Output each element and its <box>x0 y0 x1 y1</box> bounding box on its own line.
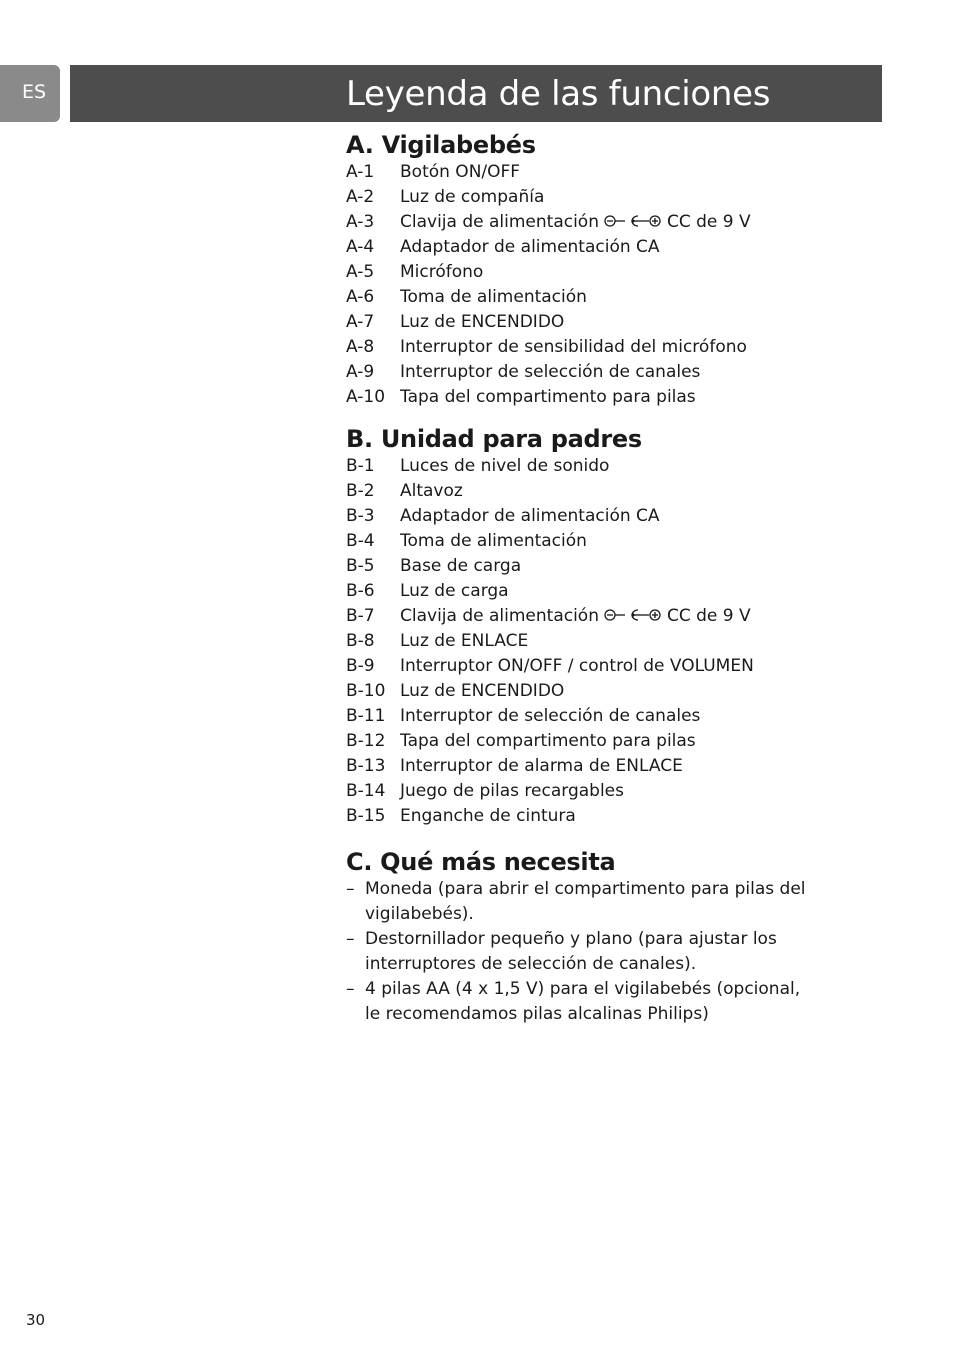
item-label-suffix: CC de 9 V <box>666 606 751 626</box>
item-label-text: Clavija de alimentación <box>400 606 599 626</box>
item-label <box>400 479 463 504</box>
item-label-text: Luz de ENLACE <box>400 631 529 651</box>
item-label-text: Interruptor de sensibilidad del micrófono <box>400 337 747 357</box>
item-code: A-9 <box>346 362 375 382</box>
list-item <box>346 877 816 927</box>
item-code: A-6 <box>346 287 375 307</box>
list-item <box>346 385 816 410</box>
item-text: 4 pilas AA (4 x 1,5 V) para el vigilabebés (opcional, le recomendamos pilas alcalinas Philips) <box>365 979 801 1024</box>
list-item <box>346 210 816 235</box>
list-item <box>346 729 816 754</box>
item-label-text: Luz de compañía <box>400 187 545 207</box>
item-label <box>400 729 696 754</box>
item-code: A-2 <box>346 187 375 207</box>
item-label-text: Interruptor de selección de canales <box>400 706 701 726</box>
item-label-text: Interruptor de alarma de ENLACE <box>400 756 683 776</box>
item-label-suffix: CC de 9 V <box>666 212 751 232</box>
item-label <box>400 754 683 779</box>
language-tab: ES <box>0 65 60 122</box>
item-label-text: Luces de nivel de sonido <box>400 456 610 476</box>
item-text: Destornillador pequeño y plano (para ajustar los interruptores de selección de canales). <box>365 929 777 974</box>
list-item <box>346 360 816 385</box>
list-item <box>346 529 816 554</box>
list-item <box>346 335 816 360</box>
item-label <box>400 335 747 360</box>
item-label <box>400 185 544 210</box>
item-label-text: Luz de carga <box>400 581 509 601</box>
item-code: B-9 <box>346 656 375 676</box>
item-code: B-15 <box>346 806 386 826</box>
item-label <box>400 654 754 679</box>
list-item <box>346 310 816 335</box>
item-label <box>400 779 624 804</box>
list-item <box>346 927 816 977</box>
item-label-text: Adaptador de alimentación CA <box>400 506 660 526</box>
item-code: A-1 <box>346 162 375 182</box>
page-title: Leyenda de las funciones <box>346 74 771 114</box>
item-code: B-7 <box>346 606 375 626</box>
item-label <box>400 454 609 479</box>
item-code: B-5 <box>346 556 375 576</box>
list-item <box>346 704 816 729</box>
item-label <box>400 704 700 729</box>
item-label <box>400 210 751 235</box>
content <box>346 130 816 1027</box>
item-code: A-8 <box>346 337 375 357</box>
list-item <box>346 654 816 679</box>
section-c-heading: C. Qué más necesita <box>346 848 616 876</box>
item-code: A-7 <box>346 312 375 332</box>
item-label <box>400 679 564 704</box>
page-number: 30 <box>26 1311 46 1329</box>
list-item <box>346 185 816 210</box>
item-code: A-10 <box>346 387 386 407</box>
item-label <box>400 160 520 185</box>
item-label <box>400 360 700 385</box>
dash-bullet: – <box>346 879 355 899</box>
item-label <box>400 804 576 829</box>
item-label <box>400 310 564 335</box>
section-a-heading: A. Vigilabebés <box>346 131 536 159</box>
item-text: Moneda (para abrir el compartimento para pilas del vigilabebés). <box>365 879 806 924</box>
item-label-text: Luz de ENCENDIDO <box>400 312 565 332</box>
dash-bullet: – <box>346 929 355 949</box>
list-item <box>346 479 816 504</box>
list-item <box>346 554 816 579</box>
dc-polarity-icon <box>603 606 663 624</box>
item-label <box>400 285 587 310</box>
item-code: B-1 <box>346 456 375 476</box>
list-item <box>346 754 816 779</box>
item-label-text: Toma de alimentación <box>400 531 587 551</box>
title-bar <box>70 65 882 122</box>
list-item <box>346 977 816 1027</box>
item-code: B-4 <box>346 531 375 551</box>
section-a-list <box>346 160 816 410</box>
item-label <box>400 385 696 410</box>
item-label <box>400 504 660 529</box>
item-label-text: Interruptor de selección de canales <box>400 362 701 382</box>
item-label <box>400 554 521 579</box>
item-code: B-11 <box>346 706 386 726</box>
item-label-text: Base de carga <box>400 556 522 576</box>
item-label-text: Interruptor ON/OFF / control de VOLUMEN <box>400 656 754 676</box>
item-code: B-13 <box>346 756 386 776</box>
list-item <box>346 260 816 285</box>
list-item <box>346 629 816 654</box>
item-label-text: Botón ON/OFF <box>400 162 521 182</box>
item-code: B-3 <box>346 506 375 526</box>
item-code: A-5 <box>346 262 375 282</box>
list-item <box>346 804 816 829</box>
dc-polarity-icon <box>603 212 663 230</box>
item-label-text: Altavoz <box>400 481 463 501</box>
item-label <box>400 604 751 629</box>
item-label-text: Tapa del compartimento para pilas <box>400 731 696 751</box>
dash-bullet: – <box>346 979 355 999</box>
item-code: B-2 <box>346 481 375 501</box>
item-label <box>400 235 660 260</box>
item-label-text: Enganche de cintura <box>400 806 576 826</box>
item-label-text: Juego de pilas recargables <box>400 781 624 801</box>
section-c-list <box>346 877 816 1027</box>
list-item <box>346 779 816 804</box>
item-label <box>400 260 483 285</box>
item-code: B-10 <box>346 681 386 701</box>
list-item <box>346 679 816 704</box>
section-c <box>346 847 816 1027</box>
list-item <box>346 160 816 185</box>
list-item <box>346 454 816 479</box>
item-label-text: Clavija de alimentación <box>400 212 599 232</box>
item-code: A-3 <box>346 212 375 232</box>
list-item <box>346 235 816 260</box>
item-code: A-4 <box>346 237 375 257</box>
item-label-text: Tapa del compartimento para pilas <box>400 387 696 407</box>
section-b <box>346 424 816 829</box>
item-code: B-14 <box>346 781 386 801</box>
item-label-text: Micrófono <box>400 262 484 282</box>
item-label <box>400 579 509 604</box>
section-b-list <box>346 454 816 829</box>
section-b-heading: B. Unidad para padres <box>346 425 642 453</box>
list-item <box>346 285 816 310</box>
section-a <box>346 130 816 410</box>
list-item <box>346 579 816 604</box>
list-item <box>346 604 816 629</box>
item-label-text: Toma de alimentación <box>400 287 587 307</box>
item-label <box>400 629 528 654</box>
list-item <box>346 504 816 529</box>
item-label-text: Luz de ENCENDIDO <box>400 681 565 701</box>
item-label-text: Adaptador de alimentación CA <box>400 237 660 257</box>
item-code: B-8 <box>346 631 375 651</box>
item-code: B-6 <box>346 581 375 601</box>
item-code: B-12 <box>346 731 386 751</box>
item-label <box>400 529 587 554</box>
